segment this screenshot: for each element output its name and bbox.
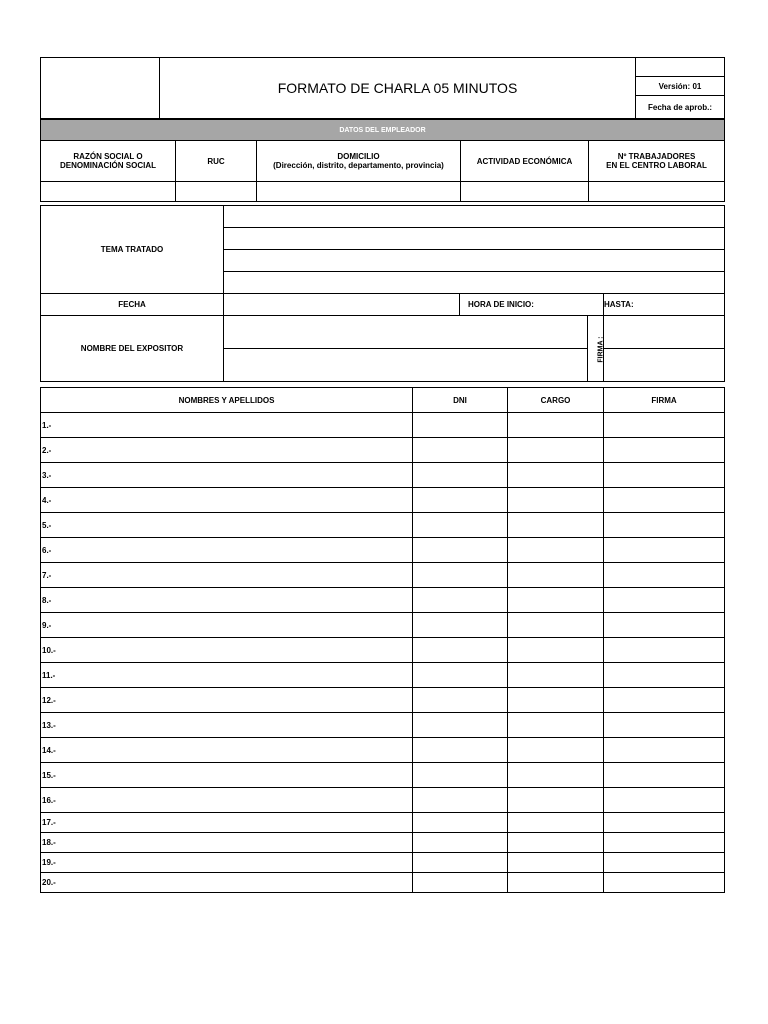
cargo-cell[interactable] (508, 788, 604, 813)
dni-cell[interactable] (413, 638, 508, 663)
hasta-field[interactable]: HASTA: (604, 294, 725, 316)
version-label: Versión: 01 (636, 77, 725, 96)
attendance-row-number[interactable]: 19.- (41, 853, 413, 873)
actividad-header: ACTIVIDAD ECONÓMICA (461, 141, 589, 182)
attendance-row-number[interactable]: 14.- (41, 738, 413, 763)
firma-vertical-label (588, 316, 604, 382)
tema-line-4[interactable] (224, 272, 725, 294)
cargo-cell[interactable] (508, 763, 604, 788)
nombres-header: NOMBRES Y APELLIDOS (41, 388, 413, 413)
attendance-row (41, 638, 725, 663)
attendance-row-number[interactable]: 9.- (41, 613, 413, 638)
firma-cell[interactable] (604, 438, 725, 463)
attendance-row-number[interactable]: 3.- (41, 463, 413, 488)
dni-cell[interactable] (413, 663, 508, 688)
firma-cell[interactable] (604, 413, 725, 438)
employer-table (40, 119, 725, 202)
trabajadores-line2: EN EL CENTRO LABORAL (606, 161, 707, 170)
tema-line-2[interactable] (224, 228, 725, 250)
dni-header: DNI (413, 388, 508, 413)
topic-table (40, 205, 725, 382)
expositor-firma-1[interactable] (604, 316, 725, 349)
dni-cell[interactable] (413, 853, 508, 873)
attendance-row-number[interactable]: 16.- (41, 788, 413, 813)
cargo-cell[interactable] (508, 463, 604, 488)
firma-cell[interactable] (604, 713, 725, 738)
attendance-row (41, 788, 725, 813)
expositor-line-2[interactable] (224, 349, 588, 382)
fecha-field[interactable] (224, 294, 460, 316)
attendance-row (41, 663, 725, 688)
expositor-label: NOMBRE DEL EXPOSITOR (41, 316, 224, 382)
attendance-row (41, 413, 725, 438)
dni-cell[interactable] (413, 688, 508, 713)
domicilio-header (257, 141, 461, 182)
dni-cell[interactable] (413, 413, 508, 438)
cargo-cell[interactable] (508, 588, 604, 613)
domicilio-field[interactable] (257, 182, 461, 202)
tema-line-1[interactable] (224, 206, 725, 228)
dni-cell[interactable] (413, 873, 508, 893)
firma-cell[interactable] (604, 638, 725, 663)
cargo-cell[interactable] (508, 853, 604, 873)
attendance-row (41, 688, 725, 713)
attendance-row-number[interactable]: 7.- (41, 563, 413, 588)
cargo-header: CARGO (508, 388, 604, 413)
logo-cell (41, 58, 160, 119)
actividad-field[interactable] (461, 182, 589, 202)
cargo-cell[interactable] (508, 488, 604, 513)
cargo-cell[interactable] (508, 513, 604, 538)
razon-social-field[interactable] (41, 182, 176, 202)
attendance-row-number[interactable]: 20.- (41, 873, 413, 893)
attendance-row-number[interactable]: 5.- (41, 513, 413, 538)
attendance-row-number[interactable]: 13.- (41, 713, 413, 738)
firma-cell[interactable] (604, 488, 725, 513)
dni-cell[interactable] (413, 613, 508, 638)
tema-label: TEMA TRATADO (41, 206, 224, 294)
firma-cell[interactable] (604, 833, 725, 853)
cargo-cell[interactable] (508, 688, 604, 713)
firma-cell[interactable] (604, 813, 725, 833)
hora-inicio-field[interactable]: HORA DE INICIO: (460, 294, 604, 316)
firma-cell[interactable] (604, 738, 725, 763)
attendance-row (41, 513, 725, 538)
attendance-row-number[interactable]: 18.- (41, 833, 413, 853)
expositor-firma-2[interactable] (604, 349, 725, 382)
attendance-row (41, 873, 725, 893)
attendance-row (41, 713, 725, 738)
firma-cell[interactable] (604, 688, 725, 713)
approval-date-label: Fecha de aprob.: (636, 96, 725, 119)
cargo-cell[interactable] (508, 738, 604, 763)
attendance-row (41, 763, 725, 788)
header-top-cell (636, 58, 725, 77)
attendance-row (41, 738, 725, 763)
cargo-cell[interactable] (508, 563, 604, 588)
cargo-cell[interactable] (508, 833, 604, 853)
attendance-row (41, 833, 725, 853)
attendance-row-number[interactable]: 2.- (41, 438, 413, 463)
firma-cell[interactable] (604, 873, 725, 893)
dni-cell[interactable] (413, 813, 508, 833)
cargo-cell[interactable] (508, 538, 604, 563)
attendance-row (41, 538, 725, 563)
dni-cell[interactable] (413, 738, 508, 763)
attendance-row (41, 488, 725, 513)
domicilio-title: DOMICILIO (337, 152, 380, 161)
cargo-cell[interactable] (508, 613, 604, 638)
dni-cell[interactable] (413, 563, 508, 588)
trabajadores-line1: Nº TRABAJADORES (617, 152, 696, 161)
dni-cell[interactable] (413, 463, 508, 488)
form-title: FORMATO DE CHARLA 05 MINUTOS (160, 58, 636, 119)
firma-cell[interactable] (604, 763, 725, 788)
cargo-cell[interactable] (508, 638, 604, 663)
header-table (40, 57, 725, 119)
attendance-row (41, 588, 725, 613)
cargo-cell[interactable] (508, 438, 604, 463)
attendance-body (41, 413, 725, 893)
dni-cell[interactable] (413, 538, 508, 563)
tema-line-3[interactable] (224, 250, 725, 272)
attendance-row-number[interactable]: 11.- (41, 663, 413, 688)
dni-cell[interactable] (413, 438, 508, 463)
fecha-label: FECHA (41, 294, 224, 316)
cargo-cell[interactable] (508, 663, 604, 688)
dni-cell[interactable] (413, 788, 508, 813)
attendance-row (41, 463, 725, 488)
attendance-table (40, 387, 725, 893)
attendance-row-number[interactable]: 17.- (41, 813, 413, 833)
dni-cell[interactable] (413, 833, 508, 853)
attendance-row-number[interactable]: 1.- (41, 413, 413, 438)
firma-cell[interactable] (604, 663, 725, 688)
dni-cell[interactable] (413, 713, 508, 738)
firma-cell[interactable] (604, 613, 725, 638)
firma-cell[interactable] (604, 588, 725, 613)
trabajadores-field[interactable] (589, 182, 725, 202)
attendance-row-number[interactable]: 8.- (41, 588, 413, 613)
attendance-row (41, 853, 725, 873)
cargo-cell[interactable] (508, 713, 604, 738)
dni-cell[interactable] (413, 763, 508, 788)
dni-cell[interactable] (413, 488, 508, 513)
cargo-cell[interactable] (508, 413, 604, 438)
expositor-line-1[interactable] (224, 316, 588, 349)
cargo-cell[interactable] (508, 813, 604, 833)
firma-cell[interactable] (604, 563, 725, 588)
firma-cell[interactable] (604, 463, 725, 488)
attendance-row-number[interactable]: 10.- (41, 638, 413, 663)
domicilio-detail: (Dirección, distrito, departamento, provincia) (273, 161, 444, 170)
employer-section-band: DATOS DEL EMPLEADOR (41, 120, 725, 141)
cargo-cell[interactable] (508, 873, 604, 893)
dni-cell[interactable] (413, 513, 508, 538)
attendance-row (41, 813, 725, 833)
firma-cell[interactable] (604, 853, 725, 873)
firma-header: FIRMA (604, 388, 725, 413)
attendance-row (41, 613, 725, 638)
ruc-header: RUC (176, 141, 257, 182)
firma-cell[interactable] (604, 513, 725, 538)
attendance-row-number[interactable]: 6.- (41, 538, 413, 563)
attendance-row (41, 438, 725, 463)
attendance-row-number[interactable]: 15.- (41, 763, 413, 788)
ruc-field[interactable] (176, 182, 257, 202)
trabajadores-header (589, 141, 725, 182)
attendance-row-number[interactable]: 12.- (41, 688, 413, 713)
firma-vertical-text: FIRMA : (597, 336, 605, 363)
firma-cell[interactable] (604, 538, 725, 563)
dni-cell[interactable] (413, 588, 508, 613)
firma-cell[interactable] (604, 788, 725, 813)
attendance-row (41, 563, 725, 588)
razon-social-header: RAZÓN SOCIAL O DENOMINACIÓN SOCIAL (41, 141, 176, 182)
attendance-row-number[interactable]: 4.- (41, 488, 413, 513)
